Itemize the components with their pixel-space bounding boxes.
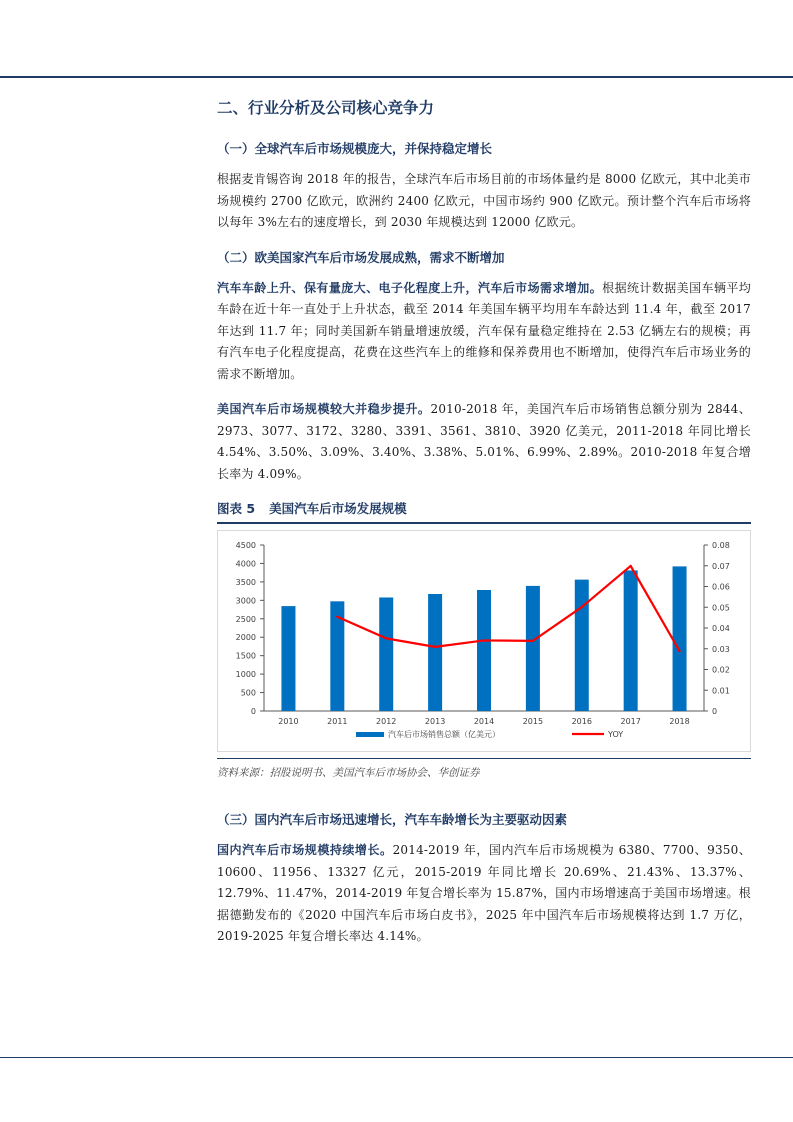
legend-line-label: YOY	[608, 730, 624, 739]
x-tick-label: 2013	[424, 717, 446, 726]
y-right-tick-label: 0.02	[712, 665, 730, 675]
bar	[281, 606, 295, 711]
subsection-3-title: （三）国内汽车后市场迅速增长，汽车车龄增长为主要驱动因素	[217, 812, 568, 827]
y-left-tick-label: 1000	[235, 670, 256, 680]
yoy-point	[385, 637, 387, 639]
y-right-tick-label: 0.08	[712, 541, 730, 550]
figure-caption: 美国汽车后市场发展规模	[269, 501, 407, 516]
figure-number: 图表 5	[217, 501, 256, 516]
paragraph-lead: 汽车车龄上升、保有量庞大、电子化程度上升，汽车后市场需求增加。	[217, 280, 603, 295]
y-right-tick-label: 0.06	[712, 582, 730, 592]
yoy-point	[678, 650, 680, 652]
y-right-tick-label: 0.07	[712, 561, 730, 571]
subsection-2-paragraph-2	[217, 399, 751, 485]
x-tick-label: 2016	[571, 717, 592, 726]
subsection-2-title: （二）欧美国家汽车后市场发展成熟，需求不断增加	[217, 249, 505, 265]
bar	[428, 594, 442, 711]
y-left-tick-label: 2500	[235, 614, 256, 624]
header-rule	[0, 76, 793, 78]
paragraph-body: 2010-2018 年，美国汽车后市场销售总额分别为 2844、2973、3077、3172、3280、3391、3561、3810、3920 亿美元，2011-2018 年同比增长 4.54%、3.50%、3.09%、3.40%、3.38%、5.01%、6.99%、2.89%。2010-2018 年复合增长率为 4.09%。	[217, 402, 752, 481]
y-right-tick-label: 0.04	[712, 624, 730, 633]
x-tick-label: 2010	[278, 717, 299, 726]
chart-container	[217, 530, 751, 752]
yoy-point	[581, 606, 583, 608]
bar	[673, 566, 687, 711]
bar	[526, 586, 540, 711]
bar	[575, 580, 589, 711]
y-right-tick-label: 0.03	[712, 644, 730, 654]
y-left-tick-label: 4000	[235, 559, 256, 569]
subsection-1-paragraph: 根据麦肯锡咨询 2018 年的报告，全球汽车后市场目前的市场体量约是 8000 亿欧元，其中北美市场规模约 2700 亿欧元，欧洲约 2400 亿欧元，中国市场约 900 亿欧元。预计整个汽车后市场将以每年 3%左右的速度增长，到 2030 年规模达到 12000 亿欧元。	[217, 172, 751, 229]
y-left-tick-label: 2000	[235, 633, 256, 643]
subsection-3-paragraph	[217, 840, 751, 948]
figure-title	[217, 499, 751, 524]
legend-bar-label: 汽车后市场销售总额（亿美元）	[388, 730, 500, 739]
y-left-tick-label: 0	[250, 707, 256, 716]
legend-bar-swatch	[356, 732, 384, 737]
section-title: 二、行业分析及公司核心竞争力	[217, 99, 435, 117]
footer-rule	[0, 1057, 793, 1058]
bar	[624, 570, 638, 711]
x-tick-label: 2014	[473, 717, 495, 726]
paragraph-lead: 国内汽车后市场规模持续增长。	[217, 843, 393, 857]
x-tick-label: 2012	[376, 717, 397, 726]
subsection-1-title: （一）全球汽车后市场规模庞大，并保持稳定增长	[217, 141, 493, 156]
y-left-tick-label: 3000	[235, 596, 256, 606]
figure-source: 资料来源：招股说明书、美国汽车后市场协会、华创证券	[217, 758, 751, 780]
y-left-tick-label: 4500	[235, 541, 256, 550]
bar	[379, 597, 393, 711]
x-tick-label: 2011	[327, 717, 348, 726]
yoy-point	[336, 616, 338, 618]
paragraph-lead: 美国汽车后市场规模较大并稳步提升。	[217, 402, 431, 416]
yoy-point	[434, 646, 436, 648]
paragraph-body: 根据统计数据美国车辆平均车龄在近十年一直处于上升状态，截至 2014 年美国车辆平均用车车龄达到 11.4 年，截至 2017 年达到 11.7 年；同时美国新车销量增速放缓，汽车保有量稳定维持在 2.53 亿辆左右的规模；再有汽车电子化程度提高，花费在这些汽车上的维修和保养费用也不断增加，使得汽车后市场业务的需求不断增加。	[217, 280, 752, 381]
yoy-point	[532, 640, 534, 642]
x-tick-label: 2015	[522, 717, 544, 726]
subsection-2-paragraph-1	[217, 278, 751, 386]
x-tick-label: 2018	[669, 717, 690, 726]
us-aftermarket-chart	[218, 531, 750, 751]
paragraph-body: 2014-2019 年，国内汽车后市场规模为 6380、7700、9350、10600、11956、13327 亿元，2015-2019 年同比增长 20.69%、21.43%、13.37%、12.79%、11.47%，2014-2019 年复合增长率为 15.87%，国内市场增速高于美国市场增速。根据德勤发布的《2020 中国汽车后市场白皮书》，2025 年中国汽车后市场规模将达到 1.7 万亿，2019-2025 年复合增长率达 4.14%。	[217, 843, 751, 943]
y-left-tick-label: 1500	[235, 651, 256, 661]
bar	[477, 590, 491, 711]
x-tick-label: 2017	[620, 717, 641, 726]
y-right-tick-label: 0	[712, 707, 718, 716]
y-right-tick-label: 0.01	[712, 686, 730, 696]
report-body	[217, 96, 751, 962]
y-right-tick-label: 0.05	[712, 603, 730, 613]
yoy-point	[483, 639, 485, 641]
yoy-point	[629, 565, 631, 567]
y-left-tick-label: 3500	[235, 577, 256, 587]
y-left-tick-label: 500	[240, 688, 256, 698]
